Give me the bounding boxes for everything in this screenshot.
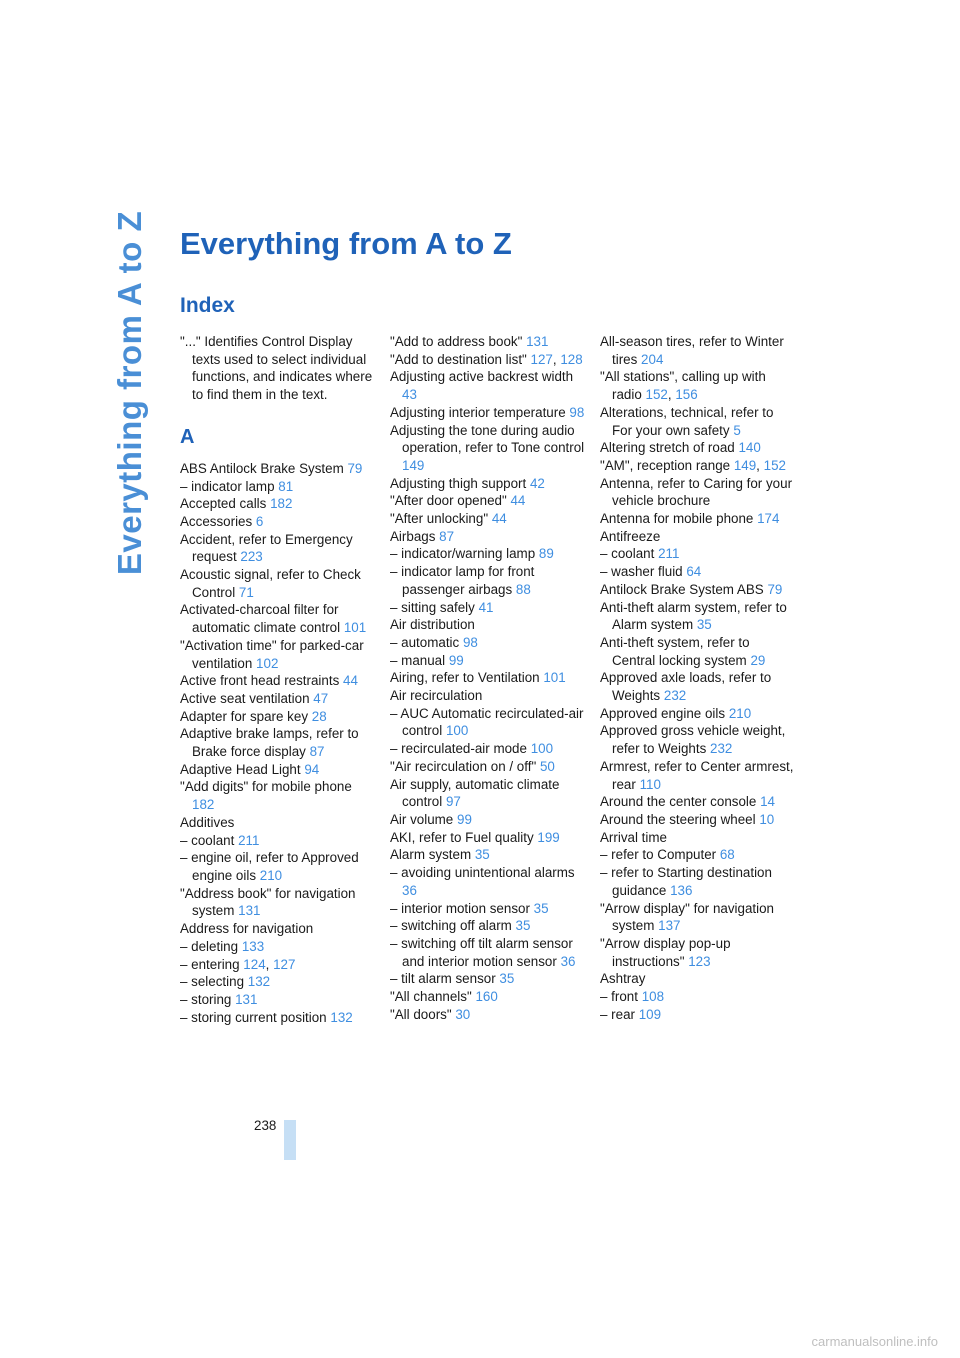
index-entry: [390, 687, 586, 705]
index-entry: "All stations", calling up with radio 152, 156: [600, 369, 766, 403]
page-reference-link[interactable]: 36: [402, 882, 417, 898]
index-entry: [390, 652, 586, 670]
page-reference-link[interactable]: 128: [560, 351, 583, 367]
index-entry: [600, 1006, 796, 1024]
page-reference-link[interactable]: 64: [686, 564, 702, 580]
index-entry: [390, 758, 586, 776]
index-entry: [180, 690, 376, 708]
page-reference-link[interactable]: 88: [515, 581, 531, 597]
index-entry: [180, 672, 376, 690]
page-reference-link[interactable]: 81: [278, 478, 294, 494]
index-entry: [390, 545, 586, 563]
index-entry: [390, 599, 586, 617]
page-reference-link[interactable]: 101: [343, 620, 367, 636]
index-entry: [390, 811, 586, 829]
page-reference-link[interactable]: 149: [402, 457, 425, 473]
index-entry-text: Acoustic signal, refer to Check Control: [180, 567, 361, 600]
index-entry-text: "Add digits" for mobile phone: [180, 779, 352, 795]
index-entry: [390, 846, 586, 864]
index-entry-text: – selecting: [180, 974, 245, 990]
index-entry: [600, 758, 796, 793]
page-reference-link[interactable]: 97: [445, 794, 461, 810]
index-entry: [600, 545, 796, 563]
page-reference-link[interactable]: 35: [533, 900, 549, 916]
page-reference-link[interactable]: 211: [658, 546, 680, 562]
index-entry: [390, 475, 586, 493]
index-entry: [180, 478, 376, 496]
index-entry: [180, 814, 376, 832]
index-entry: [390, 705, 586, 740]
index-entry: [390, 333, 586, 351]
page-reference-link[interactable]: 124: [243, 956, 266, 972]
index-entry-text: "Address book" for navigation system: [180, 885, 356, 919]
index-entry-text: Active seat ventilation: [180, 690, 310, 706]
index-entry-text: Antenna for mobile phone: [600, 511, 754, 527]
page-reference-link[interactable]: 101: [543, 670, 566, 686]
page-reference-link[interactable]: 182: [270, 496, 293, 512]
page-reference-link[interactable]: 5: [733, 422, 741, 438]
index-entry: [180, 725, 376, 760]
page-reference-link[interactable]: 98: [569, 404, 585, 420]
index-entry: [180, 495, 376, 513]
page-reference-link[interactable]: 131: [238, 903, 261, 919]
index-column-2: [390, 333, 586, 1023]
index-entry: [390, 935, 586, 970]
page-reference-link[interactable]: 131: [526, 334, 549, 349]
index-entry-text: Activated-charcoal filter for automatic climate control: [180, 602, 341, 636]
index-entry: [600, 581, 796, 599]
index-entry: [180, 1009, 376, 1027]
index-entry-text: Active front head restraints: [180, 673, 340, 689]
index-entry-text: Antifreeze: [600, 528, 661, 544]
index-entry-text: "All stations", calling up with radio: [600, 369, 766, 403]
page-number: 238: [254, 1118, 277, 1133]
index-entry-text: Around the steering wheel: [600, 811, 756, 827]
index-entry-text: – coolant: [180, 832, 235, 848]
index-entry: [390, 900, 586, 918]
index-entry: [390, 829, 586, 847]
index-entry: [600, 404, 796, 439]
page-reference-link[interactable]: 89: [538, 546, 554, 562]
page-reference-link[interactable]: 10: [759, 811, 775, 827]
index-entry-text: – refer to Computer: [600, 847, 717, 863]
index-entry-text: "AM", reception range: [600, 457, 731, 473]
index-entry-text: – storing: [180, 991, 232, 1007]
page-reference-link[interactable]: 102: [256, 655, 279, 671]
index-entry: [600, 510, 796, 528]
index-entry-text: "Add to address book": [390, 334, 523, 349]
page-marker-bar: [284, 1120, 296, 1160]
index-entry-text: ABS Antilock Brake System: [180, 460, 344, 476]
page-reference-link[interactable]: 232: [710, 741, 733, 757]
page-reference-link[interactable]: 131: [235, 991, 258, 1007]
index-entry-text: All-season tires, refer to Winter tires: [600, 334, 784, 367]
index-entry-text: Arrival time: [600, 829, 667, 845]
page-title: Everything from A to Z: [180, 226, 512, 261]
index-entry: [600, 563, 796, 581]
index-entry: [390, 669, 586, 687]
index-entry-text: Armrest, refer to Center armrest, rear: [600, 758, 794, 792]
index-entry-text: Around the center console: [600, 794, 757, 810]
page-reference-link[interactable]: 110: [639, 776, 661, 792]
index-entry-text: – indicator lamp: [180, 478, 275, 494]
page-reference-link[interactable]: 47: [313, 690, 329, 706]
index-entry: [180, 778, 376, 813]
page-reference-link[interactable]: 123: [688, 953, 711, 969]
index-entry: [180, 531, 376, 566]
index-entry-text: – avoiding unintentional alarms: [390, 865, 575, 881]
index-entry-text: – manual: [390, 652, 446, 668]
index-entry-text: "Arrow display pop-up instructions": [600, 935, 731, 969]
index-entry-text: – indicator/warning lamp: [390, 546, 536, 562]
index-entry: [600, 528, 796, 546]
page-reference-link[interactable]: 100: [445, 723, 469, 739]
index-entry: [390, 616, 586, 634]
page-reference-link[interactable]: 35: [515, 918, 531, 934]
page-reference-link[interactable]: 137: [658, 918, 681, 934]
index-entry-text: Ashtray: [600, 971, 646, 987]
index-entry-text: Altering stretch of road: [600, 440, 735, 456]
index-entry-text: "After unlocking": [390, 511, 489, 527]
index-entry: [600, 634, 796, 669]
index-entry-text: Alarm system: [390, 847, 472, 863]
page-reference-link[interactable]: 79: [767, 581, 783, 597]
index-entry: [390, 563, 586, 598]
index-entry: [180, 849, 376, 884]
side-tab-text: Everything from A to Z: [111, 210, 148, 576]
index-entry-text: Additives: [180, 814, 235, 830]
index-entry-text: "..." Identifies Control Display texts used to select individual functions, and indicates where to find them in the text.: [180, 334, 373, 403]
page-reference-link[interactable]: 204: [641, 351, 664, 367]
index-entry: [180, 991, 376, 1009]
index-entry: [180, 637, 376, 672]
index-entry: [180, 708, 376, 726]
index-entry: [180, 761, 376, 779]
watermark: carmanualsonline.info: [811, 1334, 938, 1349]
page-reference-link[interactable]: 44: [510, 493, 526, 509]
index-entry: [390, 917, 586, 935]
index-entry: [600, 900, 796, 935]
page-reference-link[interactable]: 108: [641, 989, 665, 1005]
page-reference-link[interactable]: 100: [530, 741, 554, 757]
index-entry-text: Adaptive Head Light: [180, 761, 301, 777]
page-reference-link[interactable]: 87: [439, 528, 455, 544]
index-entry: [390, 422, 586, 475]
index-entry: [180, 601, 376, 636]
index-entry: [600, 988, 796, 1006]
index-entry: [390, 864, 586, 899]
page-reference-link[interactable]: 127: [273, 956, 296, 972]
page-reference-link[interactable]: 41: [478, 599, 494, 615]
index-entry-text: "After door opened": [390, 493, 507, 509]
index-entry: [600, 829, 796, 847]
page-reference-link[interactable]: 199: [537, 829, 560, 845]
index-entry-text: Approved axle loads, refer to Weights: [600, 670, 772, 704]
index-entry-text: – storing current position: [180, 1009, 327, 1025]
index-entry: "Add to destination list" 127, 128: [390, 351, 583, 367]
page-reference-link[interactable]: 132: [247, 974, 271, 990]
page-reference-link[interactable]: 99: [457, 811, 472, 827]
index-entry: [390, 528, 586, 546]
page-reference-link[interactable]: 223: [240, 549, 263, 565]
index-entry-text: Approved engine oils: [600, 705, 726, 721]
index-entry-text: – interior motion sensor: [390, 900, 530, 916]
index-entry-text: – rear: [600, 1006, 635, 1022]
page-reference-link[interactable]: 35: [696, 617, 712, 633]
page-reference-link[interactable]: 50: [539, 758, 555, 774]
index-entry-text: Air supply, automatic climate control: [390, 776, 560, 810]
index-entry-text: "Air recirculation on / off": [390, 758, 537, 774]
page-reference-link[interactable]: 156: [675, 387, 698, 403]
index-entry: [390, 368, 586, 403]
page-reference-link[interactable]: 136: [670, 882, 693, 898]
page-reference-link[interactable]: 152: [645, 387, 668, 403]
page-reference-link[interactable]: 182: [192, 797, 215, 813]
index-entry-text: – switching off alarm: [390, 918, 512, 934]
index-entry: "AM", reception range 149, 152: [600, 457, 786, 473]
page-reference-link[interactable]: 68: [719, 847, 735, 863]
index-entry: [390, 634, 586, 652]
index-column-1: [180, 333, 376, 1026]
index-entry: [600, 970, 796, 988]
page-reference-link[interactable]: 132: [330, 1009, 353, 1025]
page-reference-link[interactable]: 87: [309, 744, 325, 760]
index-entry: [180, 920, 376, 938]
index-entry-text: "All doors": [390, 1006, 452, 1022]
index-entry-text: Accident, refer to Emergency request: [180, 531, 353, 565]
index-entry: [600, 811, 796, 829]
index-entry: [600, 705, 796, 723]
page-reference-link[interactable]: 44: [343, 673, 358, 689]
index-entry-text: – coolant: [600, 546, 655, 562]
index-entry-text: – AUC Automatic recirculated-air control: [390, 705, 584, 739]
index-entry-text: Adjusting interior temperature: [390, 404, 566, 420]
page-reference-link[interactable]: 210: [728, 705, 752, 721]
index-entry-text: AKI, refer to Fuel quality: [390, 829, 534, 845]
index-entry-text: – tilt alarm sensor: [390, 971, 496, 987]
index-entry: [390, 404, 586, 422]
index-entry: [390, 492, 586, 510]
index-entry-text: Antenna, refer to Caring for your vehicle brochure: [600, 475, 793, 509]
index-entry: [390, 740, 586, 758]
index-entry-text: Air recirculation: [390, 688, 483, 704]
index-entry-text: – front: [600, 989, 638, 1005]
index-entry: [600, 599, 796, 634]
index-entry-text: – refer to Starting destination guidance: [600, 865, 772, 898]
page-reference-link[interactable]: 71: [238, 584, 254, 600]
index-letter-heading: A: [180, 425, 195, 448]
index-entry: [180, 513, 376, 531]
page-reference-link[interactable]: 127: [530, 351, 553, 367]
index-entry-text: – switching off tilt alarm sensor and interior motion sensor: [390, 935, 573, 969]
page-reference-link[interactable]: 152: [763, 457, 786, 473]
index-entry-text: Antilock Brake System ABS: [600, 581, 764, 597]
index-entry-text: Airbags: [390, 528, 436, 544]
page-reference-link[interactable]: 140: [738, 440, 761, 456]
page-reference-link[interactable]: 35: [474, 847, 490, 863]
page-reference-link[interactable]: 44: [491, 511, 507, 527]
index-entry: [600, 475, 796, 510]
index-entry: [390, 970, 586, 988]
index-entry: [180, 566, 376, 601]
index-entry: [600, 669, 796, 704]
index-entry-text: Anti-theft system, refer to Central locking system: [600, 634, 750, 668]
page-reference-link[interactable]: 35: [499, 971, 515, 987]
index-entry: [600, 935, 796, 970]
page-reference-link[interactable]: 210: [259, 867, 283, 883]
index-entry-text: Adjusting active backrest width: [390, 369, 574, 385]
index-entry-text: Alterations, technical, refer to For your own safety: [600, 404, 774, 438]
index-entry-text: Approved gross vehicle weight, refer to Weights: [600, 723, 786, 757]
index-entry: [390, 988, 586, 1006]
index-entry-text: Air volume: [390, 811, 454, 827]
index-entry: [180, 885, 376, 920]
page-reference-link[interactable]: 36: [560, 953, 576, 969]
page-reference-link[interactable]: 14: [760, 794, 775, 810]
index-entry-text: Anti-theft alarm system, refer to Alarm system: [600, 599, 787, 633]
index-entry: [180, 460, 376, 478]
index-entry-text: Adaptive brake lamps, refer to Brake force display: [180, 726, 359, 760]
index-entry-text: Adapter for spare key: [180, 708, 309, 724]
page-reference-link[interactable]: 29: [750, 652, 766, 668]
page-reference-link[interactable]: 79: [347, 460, 363, 476]
index-entry-text: – washer fluid: [600, 564, 683, 580]
page-reference-link[interactable]: 109: [638, 1006, 662, 1022]
index-entry-text: – automatic: [390, 634, 460, 650]
index-entry: [180, 938, 376, 956]
page-reference-link[interactable]: 30: [455, 1006, 471, 1022]
index-entry-text: "Activation time" for parked-car ventilation: [180, 637, 364, 671]
index-entry-text: – sitting safely: [390, 599, 475, 615]
page-reference-link[interactable]: 160: [475, 989, 498, 1005]
index-entry: [600, 793, 796, 811]
index-entry-text: Air distribution: [390, 617, 475, 633]
index-entry-text: – recirculated-air mode: [390, 741, 527, 757]
index-entry: [600, 439, 796, 457]
page-reference-link[interactable]: 42: [529, 475, 545, 491]
index-entry: [180, 973, 376, 991]
index-entry-text: Airing, refer to Ventilation: [390, 670, 540, 686]
page-reference-link[interactable]: 28: [311, 708, 327, 724]
page-reference-link[interactable]: 211: [238, 832, 260, 848]
page-reference-link[interactable]: 174: [757, 511, 780, 527]
index-entry-text: "Add to destination list": [390, 351, 527, 367]
section-title: Index: [180, 294, 235, 317]
index-entry: [390, 1006, 586, 1024]
index-entry-text: "Arrow display" for navigation system: [600, 900, 774, 934]
index-entry-text: Accessories: [180, 513, 253, 529]
page-reference-link[interactable]: 149: [733, 457, 757, 473]
page-reference-link[interactable]: 6: [255, 513, 264, 529]
index-entry-text: Address for navigation: [180, 921, 314, 937]
index-entry: – entering 124, 127: [180, 956, 296, 972]
index-entry: [600, 333, 796, 368]
index-entry-text: Accepted calls: [180, 496, 267, 512]
index-entry-text: Adjusting the tone during audio operation, refer to Tone control: [390, 422, 585, 456]
page-reference-link[interactable]: 43: [402, 387, 417, 403]
index-entry-text: – deleting: [180, 938, 239, 954]
index-entry-text: Adjusting thigh support: [390, 475, 527, 491]
page-reference-link[interactable]: 99: [448, 652, 464, 668]
index-entry: [600, 846, 796, 864]
page-reference-link[interactable]: 94: [304, 761, 320, 777]
index-entry-text: – indicator lamp for front passenger airbags: [390, 564, 535, 597]
index-entry: [180, 832, 376, 850]
index-entry: [180, 333, 376, 404]
index-entry-text: "All channels": [390, 989, 472, 1005]
page-reference-link[interactable]: 232: [663, 688, 687, 704]
side-tab: [108, 210, 152, 576]
index-entry-text: – entering: [180, 956, 240, 972]
index-entry: [390, 510, 586, 528]
index-entry: [390, 776, 586, 811]
index-entry-text: – engine oil, refer to Approved engine oils: [180, 850, 359, 883]
page-reference-link[interactable]: 98: [462, 634, 478, 650]
index-entry: [600, 722, 796, 757]
index-column-3: [600, 333, 796, 1023]
page-reference-link[interactable]: 133: [241, 938, 265, 954]
index-entry: [600, 864, 796, 899]
